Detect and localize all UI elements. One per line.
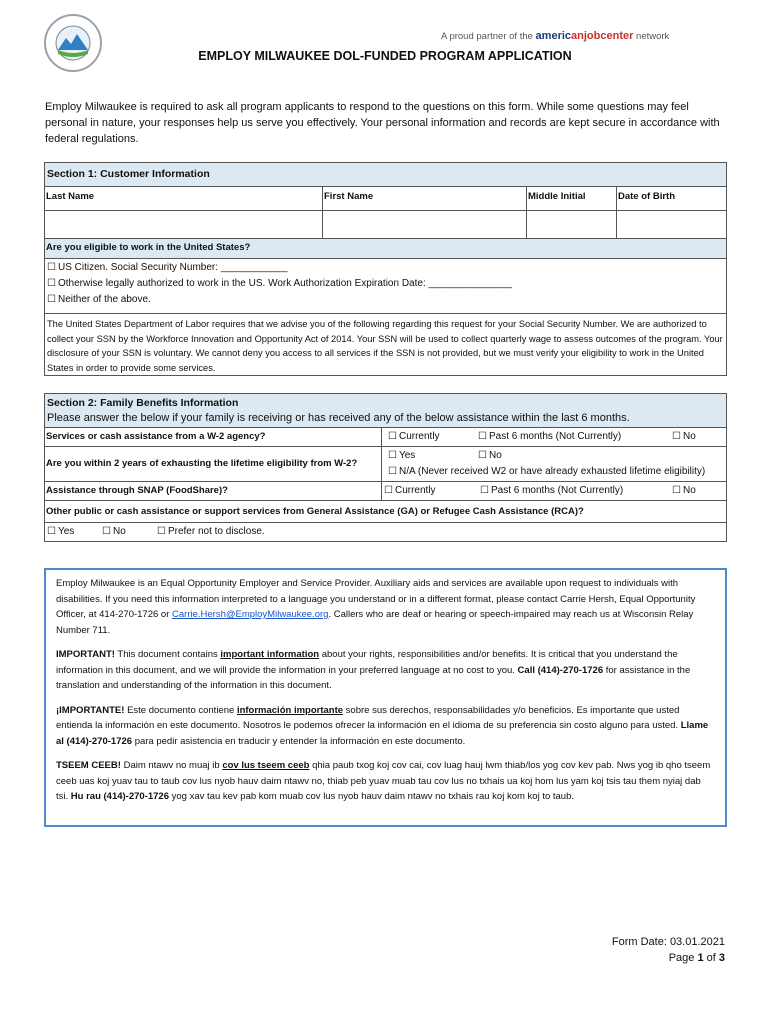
intro-paragraph: Employ Milwaukee is required to ask all program applicants to respond to the questions on this form. While some questions may feel personal in nature, your responses help us serve you effectively. Your personal information and records are kept secure in accordance with federal regulations. <box>45 101 720 145</box>
americanjobcenter-brand: americanjobcenter <box>535 30 634 42</box>
other-no-checkbox[interactable]: ☐ No <box>102 526 126 537</box>
important-hmong: TSEEM CEEB! Daim ntawv no muaj ib cov lus tseem ceeb qhia paub txog koj cov cai, cov luag hauj lwm thiab/los yog cov kev pab. Nws yog ib qho tseem ceeb uas koj yuav tau to taub cov lus nyob hauv daim ntawv no, thiab peb yuav muab tau cov lus no txhais ua koj hom lus yam koj tsis tau them nyiaj dab tsi. Hu rau (414)-270-1726 yog xav tau kev pab kom muab cov lus nyob hauv daim ntawv no txhais rau koj kom koj to taub. <box>56 760 711 802</box>
exhaust-na-checkbox[interactable]: ☐ N/A (Never received W2 or have already exhausted lifetime eligibility) <box>388 466 705 477</box>
last-name-label: Last Name <box>45 187 323 211</box>
authorized-checkbox[interactable]: ☐ Otherwise legally authorized to work in the US. Work Authorization Expiration Date: _______________ <box>47 276 717 292</box>
important-english: IMPORTANT! This document contains important information about your rights, responsibilities and/or benefits. It is critical that you understand the information in this document, and we will provide the information in your preferred language at no cost to you. Call (414)-270-1726 for assistance in the translation and understanding of the information in this document. <box>56 649 691 691</box>
w2-services-options <box>382 428 726 447</box>
page-title: EMPLOY MILWAUKEE DOL-FUNDED PROGRAM APPLICATION <box>198 49 572 63</box>
section2-subheading: Please answer the below if your family is receiving or has received any of the below assistance within the last 6 months. <box>47 412 630 424</box>
w2-no-checkbox[interactable]: ☐ No <box>672 431 696 442</box>
form-date: Form Date: 03.01.2021 <box>611 936 725 948</box>
ssn-notice: The United States Department of Labor requires that we advise you of the following regarding this request for your Social Security Number. We are authorized to collect your SSN by the Workforce Innovation and Opportunity Act of 2014. Your SSN will be used to collect quarterly wage to assess outcomes of the program. Your disclosure of your SSN is voluntary. We cannot deny you access to all services if the SSN is not provided, but we must verify your eligibility to work in the United States in order to provide some services. <box>45 313 726 378</box>
w2-services-question: Services or cash assistance from a W-2 agency? <box>45 428 382 447</box>
partner-suffix: network <box>636 31 670 42</box>
employ-milwaukee-logo <box>44 14 102 72</box>
section2-header <box>45 394 726 428</box>
last-name-field[interactable] <box>45 211 323 239</box>
first-name-field[interactable] <box>323 211 527 239</box>
other-assistance-question: Other public or cash assistance or support services from General Assistance (GA) or Refugee Cash Assistance (RCA)? <box>45 501 726 523</box>
footer <box>612 934 725 966</box>
first-name-label: First Name <box>323 187 527 211</box>
us-citizen-checkbox[interactable]: ☐ US Citizen. Social Security Number: ____________ <box>47 260 717 276</box>
partner-prefix: A proud partner of the <box>441 31 533 42</box>
w2-exhaust-question: Are you within 2 years of exhausting the lifetime eligibility from W-2? <box>45 447 382 482</box>
middle-initial-label: Middle Initial <box>527 187 617 211</box>
email-link[interactable]: Carrie.Hersh@EmployMilwaukee.org <box>172 609 329 620</box>
dob-label: Date of Birth <box>617 187 726 211</box>
dob-field[interactable] <box>617 211 726 239</box>
other-prefer-not-checkbox[interactable]: ☐ Prefer not to disclose. <box>157 526 265 537</box>
other-yes-checkbox[interactable]: ☐ Yes <box>47 526 74 537</box>
snap-question: Assistance through SNAP (FoodShare)? <box>45 482 382 501</box>
snap-no-checkbox[interactable]: ☐ No <box>672 485 696 496</box>
exhaust-no-checkbox[interactable]: ☐ No <box>478 450 502 461</box>
eligibility-question: Are you eligible to work in the United States? <box>45 239 726 259</box>
w2-currently-checkbox[interactable]: ☐ Currently <box>388 431 440 442</box>
equal-opportunity-notice <box>44 568 727 827</box>
w2-past6-checkbox[interactable]: ☐ Past 6 months (Not Currently) <box>478 431 621 442</box>
snap-past6-checkbox[interactable]: ☐ Past 6 months (Not Currently) <box>480 485 623 496</box>
w2-exhaust-options <box>382 447 726 482</box>
section2-heading: Section 2: Family Benefits Information <box>47 397 239 409</box>
snap-currently-checkbox[interactable]: ☐ Currently <box>384 485 436 496</box>
snap-options <box>382 482 726 501</box>
logo-emblem-icon <box>46 16 102 72</box>
middle-initial-field[interactable] <box>527 211 617 239</box>
page-number: Page 1 of 3 <box>668 952 725 964</box>
neither-checkbox[interactable]: ☐ Neither of the above. <box>47 292 717 308</box>
other-assistance-options <box>45 523 726 541</box>
section1-box <box>44 162 727 376</box>
important-spanish: ¡IMPORTANTE! Este documento contiene información importante sobre sus derechos, responsabilidades y/o beneficios. Es importante que usted entienda la información en este documento. Nosotros le podemos ofrecer la información en el idioma de su preferencia sin costo alguno para usted. Llame al (414)-270-1726 para pedir asistencia en traducir y entender la información en este documento. <box>56 704 709 747</box>
section1-heading: Section 1: Customer Information <box>45 163 726 187</box>
eeo-paragraph: Employ Milwaukee is an Equal Opportunity Employer and Service Provider. Auxiliary aids and services are available upon request to individuals with disabilities. If you need this information interpreted to a language you understand or in a different format, please contact Carrie Hersh, Equal Opportunity Officer, at 414-270-1726 or Carrie.Hersh@EmployMilwaukee.org. Callers who are deaf or hearing or speech-impaired may reach us at Wisconsin Relay Number 711. <box>56 578 696 636</box>
section2-box <box>44 393 727 542</box>
partner-banner <box>441 30 669 42</box>
exhaust-yes-checkbox[interactable]: ☐ Yes <box>388 450 415 461</box>
